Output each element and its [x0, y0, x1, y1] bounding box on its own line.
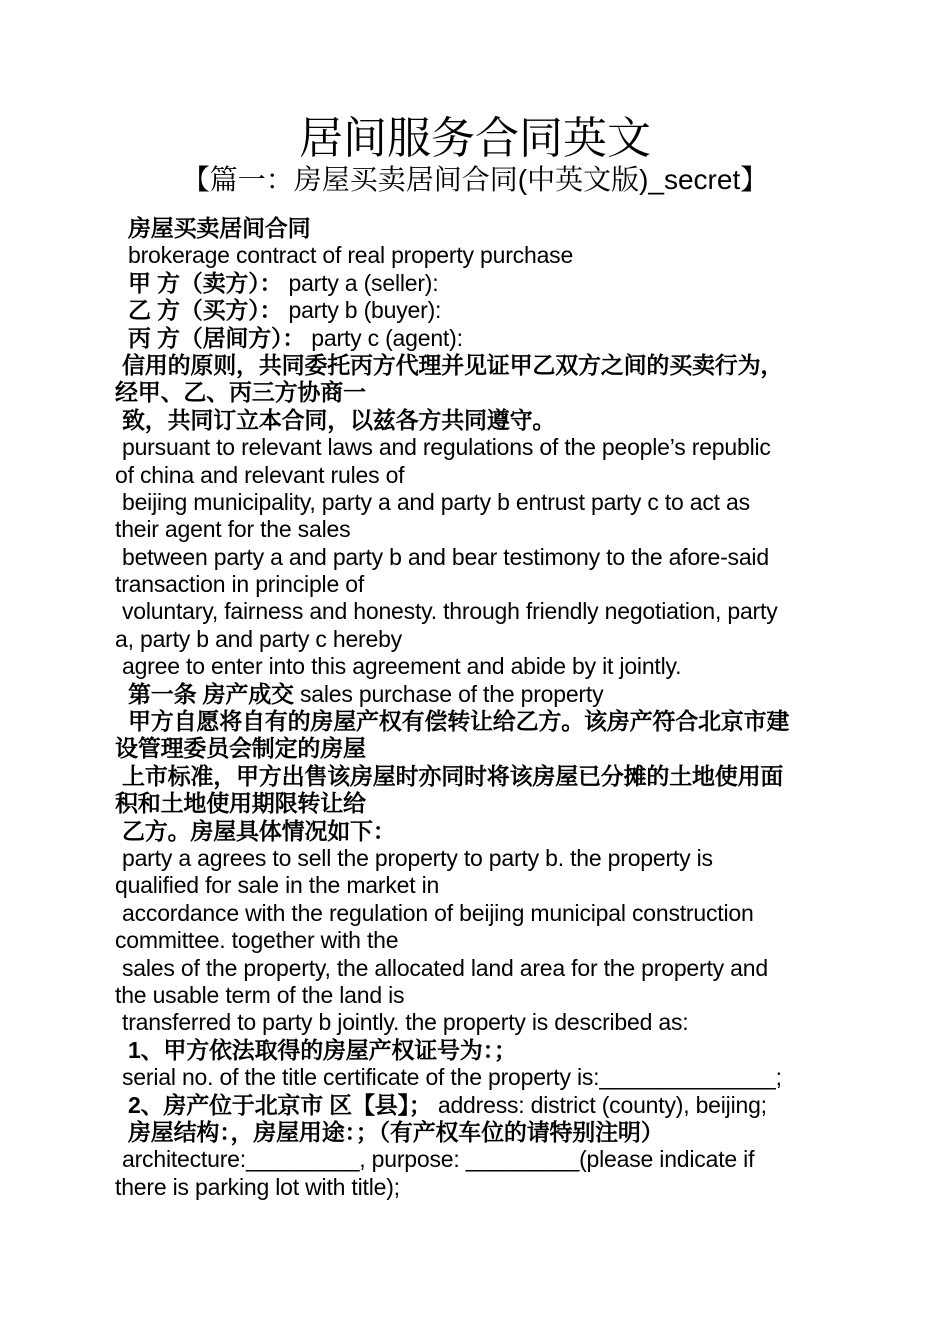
text-line — [115, 297, 830, 324]
text-segment: their agent for the sales — [115, 516, 351, 543]
text-segment: between party a and party b and bear testimony to the afore-said — [122, 543, 769, 570]
text-line — [115, 325, 830, 352]
text-segment: architecture:_________, purpose: _________(please indicate if — [122, 1146, 755, 1173]
text-line — [115, 598, 830, 625]
text-line — [115, 352, 830, 379]
text-line — [115, 1092, 830, 1119]
bold-text-segment: 第一条 房产成交 — [128, 680, 294, 707]
text-line — [115, 215, 830, 242]
text-segment: party a agrees to sell the property to party b. the property is — [122, 844, 713, 871]
document-title: 居间服务合同英文 — [299, 114, 651, 163]
text-line — [115, 270, 830, 297]
text-segment: a, party b and party c hereby — [115, 625, 402, 652]
text-segment: transferred to party b jointly. the property is described as: — [122, 1009, 689, 1036]
text-segment: sales purchase of the property — [293, 680, 604, 707]
text-segment: beijing municipality, party a and party b entrust party c to act as — [122, 488, 750, 515]
text-line — [115, 927, 830, 954]
text-line — [115, 407, 830, 434]
text-segment: accordance with the regulation of beijing municipal construction — [122, 899, 754, 926]
text-line — [115, 242, 830, 269]
bold-text-segment: 甲方自愿将自有的房屋产权有偿转让给乙方。该房产符合北京市建 — [128, 708, 790, 735]
text-line — [115, 955, 830, 982]
text-segment: qualified for sale in the market in — [115, 872, 440, 899]
text-line — [115, 1009, 830, 1036]
text-line — [115, 1064, 830, 1091]
text-segment: pursuant to relevant laws and regulations of the people’s republic — [122, 434, 771, 461]
text-line — [115, 434, 830, 461]
text-segment: of china and relevant rules of — [115, 461, 405, 488]
text-line — [115, 1146, 830, 1173]
bold-text-segment: 经甲、乙、丙三方协商一 — [115, 379, 366, 406]
text-line — [115, 708, 830, 735]
text-segment: committee. together with the — [115, 927, 399, 954]
text-line — [115, 1119, 830, 1146]
text-line — [115, 544, 830, 571]
text-segment: agree to enter into this agreement and abide by it jointly. — [122, 653, 682, 680]
text-line — [115, 1174, 830, 1201]
text-segment: sales of the property, the allocated land area for the property and — [122, 954, 768, 981]
bold-text-segment: 积和土地使用期限转让给 — [115, 790, 366, 817]
text-segment: party b (buyer): — [282, 297, 442, 324]
bold-text-segment: 乙方。房屋具体情况如下： — [122, 817, 396, 844]
bold-text-segment: 上市标准，甲方出售该房屋时亦同时将该房屋已分摊的土地使用面 — [122, 762, 784, 789]
bold-text-segment: 2、房产位于北京市 区【县】； — [128, 1091, 432, 1118]
text-segment: party a (seller): — [282, 269, 439, 296]
bold-text-segment: 房屋买卖居间合同 — [128, 215, 311, 241]
text-segment: brokerage contract of real property purchase — [128, 242, 574, 269]
text-line — [115, 982, 830, 1009]
text-line — [115, 571, 830, 598]
document-subtitle: 【篇一：房屋买卖居间合同(中英文版)_secret】 — [181, 164, 769, 195]
text-line — [115, 818, 830, 845]
text-line — [115, 379, 830, 406]
bold-text-segment: 甲 方（卖方）： — [128, 269, 283, 296]
text-segment: address: district (county), beijing; — [431, 1091, 767, 1118]
text-segment: transaction in principle of — [115, 571, 365, 598]
text-line — [115, 763, 830, 790]
text-line — [115, 626, 830, 653]
text-line — [115, 735, 830, 762]
text-segment: party c (agent): — [305, 324, 463, 351]
bold-text-segment: 致，共同订立本合同，以兹各方共同遵守。 — [122, 406, 556, 433]
document-body — [115, 215, 830, 1201]
bold-text-segment: 1、甲方依法取得的房屋产权证号为：； — [128, 1036, 517, 1063]
text-line — [115, 681, 830, 708]
text-line — [115, 653, 830, 680]
bold-text-segment: 房屋结构：，房屋用途：；（有产权车位的请特别注明） — [128, 1118, 664, 1145]
text-line — [115, 872, 830, 899]
text-line — [115, 489, 830, 516]
bold-text-segment: 丙 方（居间方）： — [128, 324, 306, 351]
text-segment: the usable term of the land is — [115, 981, 405, 1008]
bold-text-segment: 乙 方（买方）： — [128, 297, 283, 324]
text-line — [115, 516, 830, 543]
bold-text-segment: 信用的原则，共同委托丙方代理并见证甲乙双方之间的买卖行为， — [122, 351, 784, 378]
text-line — [115, 1037, 830, 1064]
text-line — [115, 790, 830, 817]
bold-text-segment: 设管理委员会制定的房屋 — [115, 735, 366, 762]
text-segment: there is parking lot with title); — [115, 1173, 400, 1200]
text-segment: voluntary, fairness and honesty. through friendly negotiation, party — [122, 598, 778, 625]
text-segment: serial no. of the title certificate of the property is:______________; — [122, 1064, 782, 1091]
text-line — [115, 845, 830, 872]
text-line — [115, 900, 830, 927]
text-line — [115, 462, 830, 489]
